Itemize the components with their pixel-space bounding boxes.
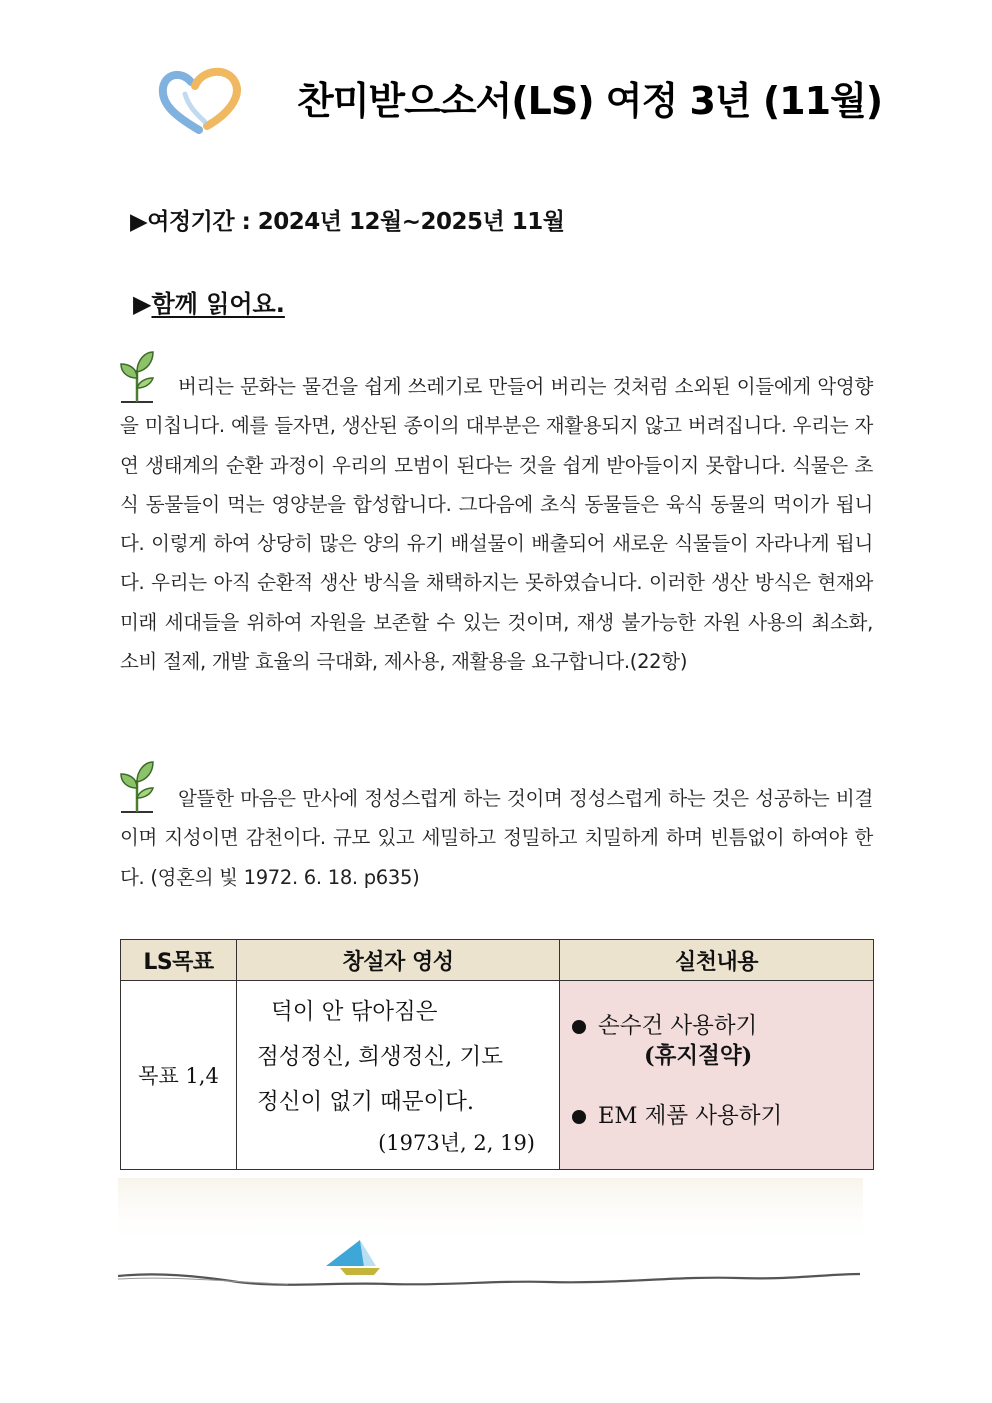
practice-item — [570, 1011, 873, 1041]
practice-item-sub: (휴지절약) — [644, 1043, 753, 1069]
goal-cell: 목표 1,4 — [121, 981, 237, 1170]
spirit-line: 점성정신, 희생정신, 기도 — [257, 1043, 503, 1070]
heart-logo — [155, 64, 243, 136]
reading-heading-label: 함께 읽어요. — [151, 290, 285, 318]
spirit-cell — [237, 981, 560, 1170]
paragraph-text: 버리는 문화는 물건을 쉽게 쓰레기로 만들어 버리는 것처럼 소외된 이들에게 악영향을 미칩니다. 예를 들자면, 생산된 종이의 대부분은 재활용되지 않고 버려집니다. 우리는 자연 생태계의 순환 과정이 우리의 모범이 된다는 것을 쉽게 받아들이지 못합니다. 식물은 초식 동물들이 먹는 영양분을 합성합니다. 그다음에 초식 동물들은 육식 동물의 먹이가 됩니다. 이렇게 하여 상당히 많은 양의 유기 배설물이 배출되어 새로운 식물들이 자라나게 됩니다. 우리는 아직 순환적 생산 방식을 채택하지는 못하였습니다. 이러한 생산 방식은 현재와 미래 세대들을 위하여 자원을 보존할 수 있는 것이며, 재생 불가능한 자원 사용의 최소화, 소비 절제, 개발 효율의 극대화, 제사용, 재활용을 요구합니다.(22항) — [120, 375, 873, 674]
header-practice: 실천내용 — [560, 940, 874, 981]
table-header-row — [121, 940, 874, 981]
page-title: 찬미받으소서(LS) 여정 3년 (11월) — [297, 79, 883, 123]
practice-item-label: EM 제품 사용하기 — [598, 1103, 783, 1129]
header-ls-goal: LS목표 — [121, 940, 237, 981]
page-header — [155, 62, 883, 142]
bullet-icon — [572, 1110, 586, 1124]
spirit-line: 정신이 없기 때문이다. — [257, 1088, 475, 1115]
spirit-line: 덕이 안 닦아짐은 — [271, 998, 438, 1025]
bullet-icon — [572, 1020, 586, 1034]
practice-cell — [560, 981, 874, 1170]
ls-goal-table — [120, 939, 874, 1170]
reading-paragraph-2 — [120, 779, 873, 897]
reading-heading — [133, 284, 285, 319]
header-founder-spirit: 창설자 영성 — [237, 940, 560, 981]
reading-paragraph-1 — [120, 367, 873, 681]
journey-period: ▶여정기간 : 2024년 12월~2025년 11월 — [130, 209, 565, 235]
spirit-date: (1973년, 2, 19) — [378, 1130, 535, 1155]
sailboat-illustration — [118, 1178, 863, 1298]
practice-item — [570, 1101, 873, 1131]
practice-item-label: 손수건 사용하기 — [598, 1013, 758, 1039]
paragraph-text: 알뜰한 마음은 만사에 정성스럽게 하는 것이며 정성스럽게 하는 것은 성공하는 비결이며 지성이면 감천이다. 규모 있고 세밀하고 정밀하고 치밀하게 하며 빈틈없이 하여야 한다. (영혼의 빛 1972. 6. 18. p635) — [120, 787, 873, 889]
arrow-icon: ▶ — [133, 290, 152, 318]
table-row — [121, 981, 874, 1170]
